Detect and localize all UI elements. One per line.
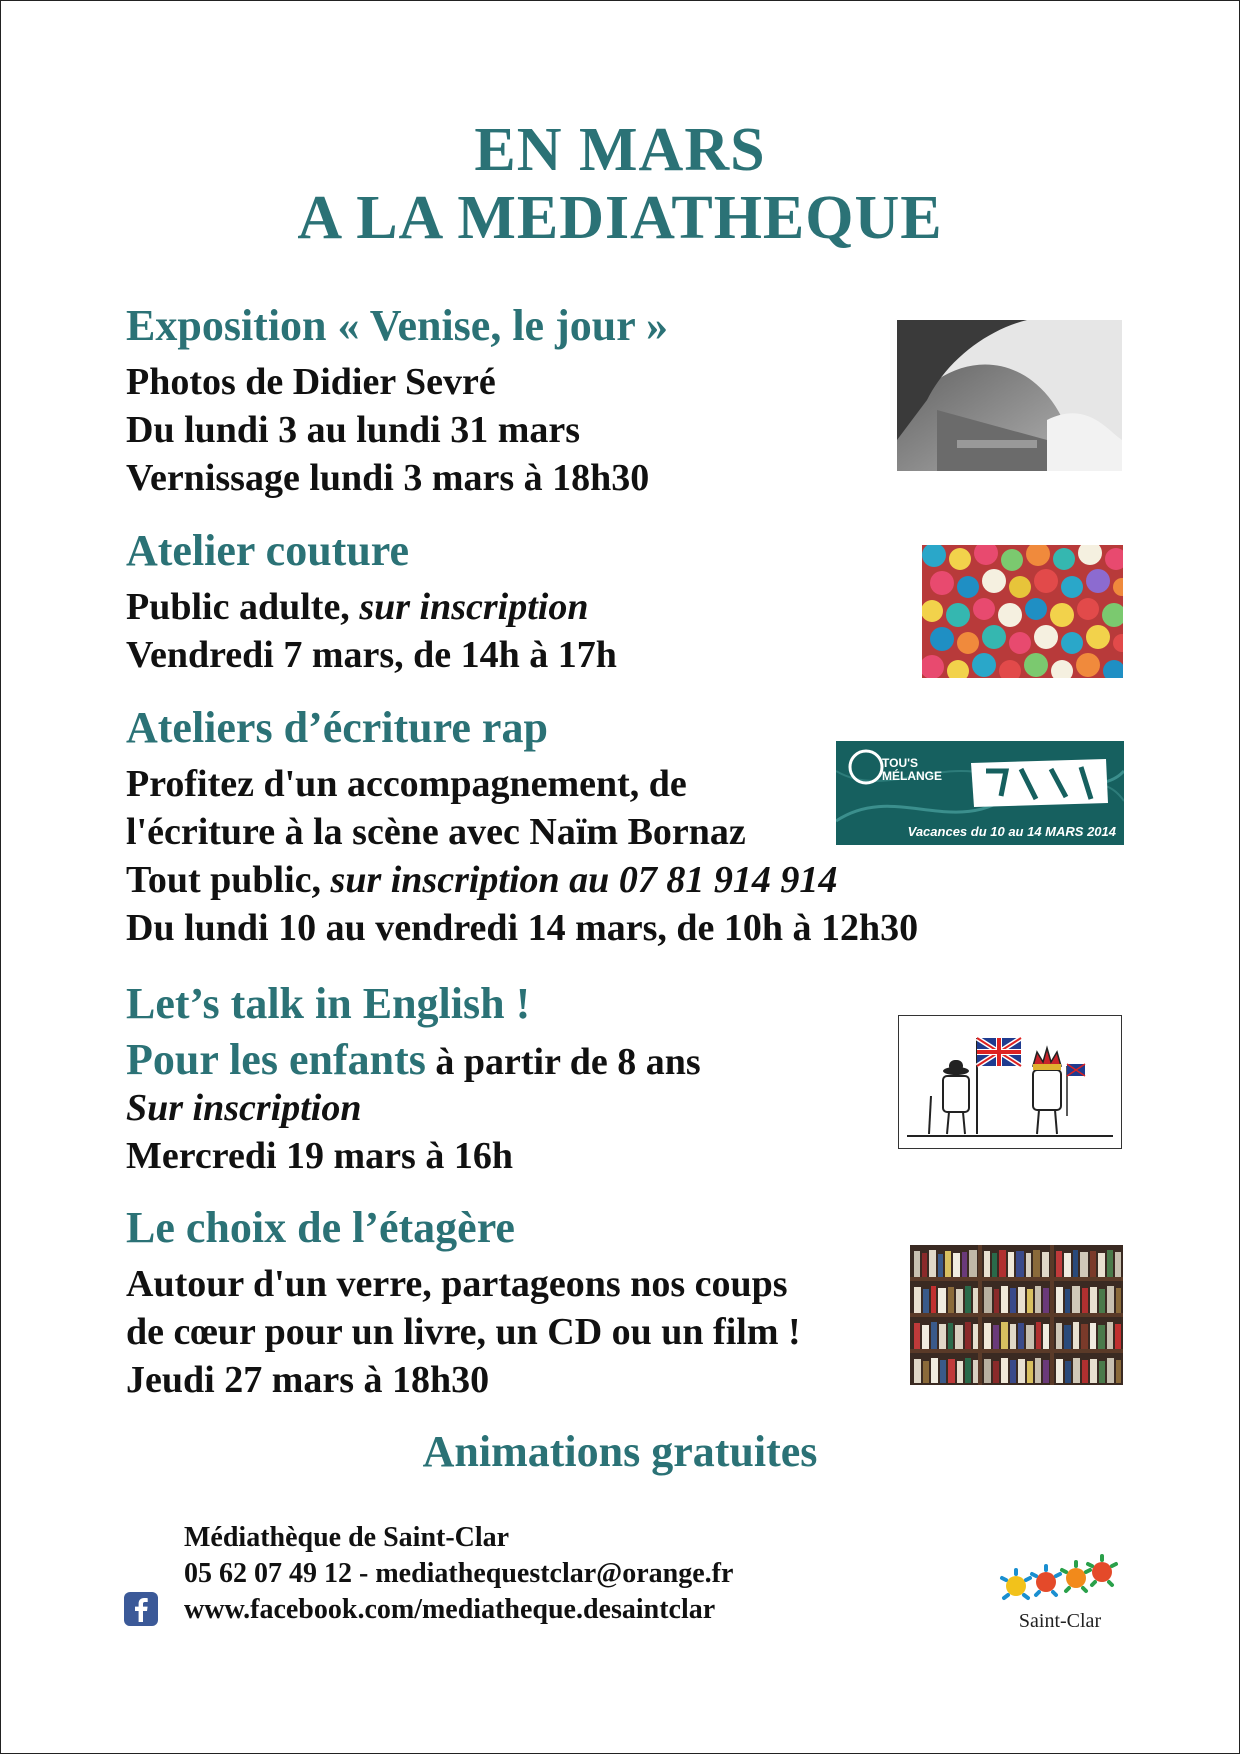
free-animations-label: Animations gratuites (422, 1427, 818, 1476)
footer-library-name: Médiathèque de Saint-Clar (184, 1522, 510, 1553)
event-line: Tout public, sur inscription au 07 81 914 914 (126, 859, 838, 901)
event-line: de cœur pour un livre, un CD ou un film ! (126, 1311, 801, 1353)
bookshelf-photo (910, 1245, 1123, 1385)
event-line: Photos de Didier Sevré (126, 361, 496, 403)
saint-clar-logo-text: Saint-Clar (1018, 1610, 1102, 1632)
footer-facebook-link[interactable]: www.facebook.com/mediatheque.desaintclar (184, 1594, 716, 1625)
banner-dates: Vacances du 10 au 14 MARS 2014 (907, 824, 1116, 839)
page-title-line1: EN MARS (474, 116, 766, 184)
event-line: Autour d'un verre, partageons nos coups (126, 1263, 788, 1305)
event-heading-etagere: Le choix de l’étagère (126, 1203, 515, 1252)
event-line: Mercredi 19 mars à 16h (126, 1135, 513, 1177)
event-line: Jeudi 27 mars à 18h30 (126, 1359, 490, 1401)
page-title-line2: A LA MEDIATHEQUE (297, 184, 943, 252)
event-heading-couture: Atelier couture (126, 526, 410, 575)
english-illustration (898, 1015, 1122, 1149)
event-line: Sur inscription (126, 1087, 362, 1129)
event-line: Du lundi 10 au vendredi 14 mars, de 10h à 12h30 (126, 907, 919, 949)
event-heading-exposition: Exposition « Venise, le jour » (126, 301, 668, 350)
event-heading-english: Let’s talk in English ! (126, 979, 531, 1028)
venice-photo (897, 320, 1122, 471)
event-line: Profitez d'un accompagnement, de (126, 763, 687, 805)
event-line: Du lundi 3 au lundi 31 mars (126, 409, 581, 451)
event-line: l'écriture à la scène avec Naïm Bornaz (126, 811, 746, 853)
event-heading-rap: Ateliers d’écriture rap (126, 703, 548, 752)
footer-contact[interactable]: 05 62 07 49 12 - mediathequestclar@orange.fr (184, 1558, 734, 1589)
buttons-photo (922, 545, 1123, 678)
event-line: Pour les enfants à partir de 8 ans (126, 1035, 701, 1084)
event-line: Public adulte, sur inscription (126, 586, 589, 628)
saint-clar-logo (998, 1548, 1120, 1612)
facebook-icon[interactable] (124, 1592, 158, 1626)
event-line: Vernissage lundi 3 mars à 18h30 (126, 457, 650, 499)
banner-brand: TOU'S MÉLANGE (882, 756, 942, 783)
event-line: Vendredi 7 mars, de 14h à 17h (126, 634, 617, 676)
rap-banner (836, 741, 1124, 845)
